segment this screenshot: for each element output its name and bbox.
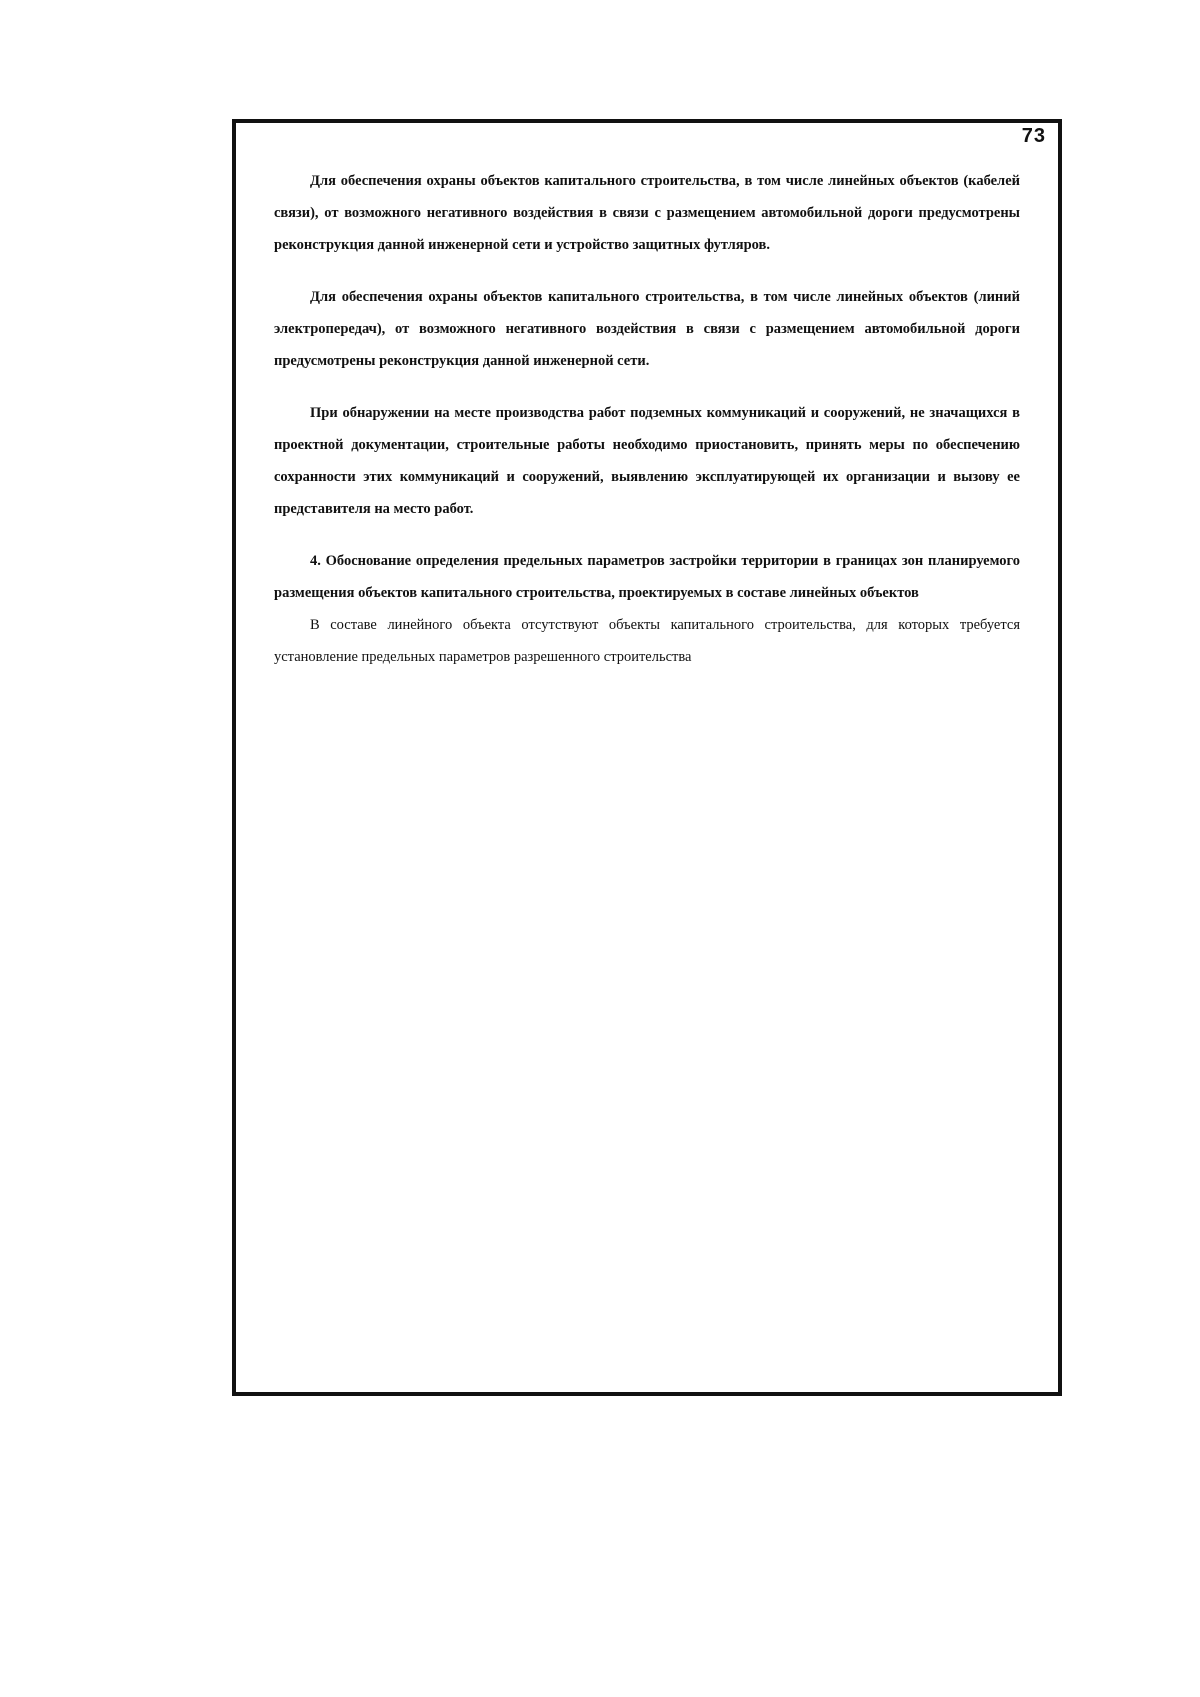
page-content: [274, 165, 1020, 693]
section-heading: 4. Обоснование определения предельных параметров застройки территории в границах зон планируемого размещения объектов капитального строительства, проектируемых в составе линейных объектов: [274, 553, 1020, 601]
paragraph-communication-cables: Для обеспечения охраны объектов капитального строительства, в том числе линейных объектов (кабелей связи), от возможного негативного воздействия в связи с размещением автомобильной дороги предусмотрены реконструкция данной инженерной сети и устройство защитных футляров.: [274, 173, 1020, 253]
document-page: [232, 119, 1062, 1396]
paragraph-underground-utilities: При обнаружении на месте производства работ подземных коммуникаций и сооружений, не значащихся в проектной документации, строительные работы необходимо приостановить, принять меры по обеспечению сохранности этих коммуникаций и сооружений, выявлению эксплуатирующей их организации и вызову ее представителя на место работ.: [274, 405, 1020, 517]
section-text: В составе линейного объекта отсутствуют объекты капитального строительства, для которых требуется установление предельных параметров разрешенного строительства: [274, 617, 1020, 665]
page-number: 73: [1021, 125, 1046, 147]
paragraph-power-lines: Для обеспечения охраны объектов капитального строительства, в том числе линейных объектов (линий электропередач), от возможного негативного воздействия в связи с размещением автомобильной дороги предусмотрены реконструкция данной инженерной сети.: [274, 289, 1020, 369]
